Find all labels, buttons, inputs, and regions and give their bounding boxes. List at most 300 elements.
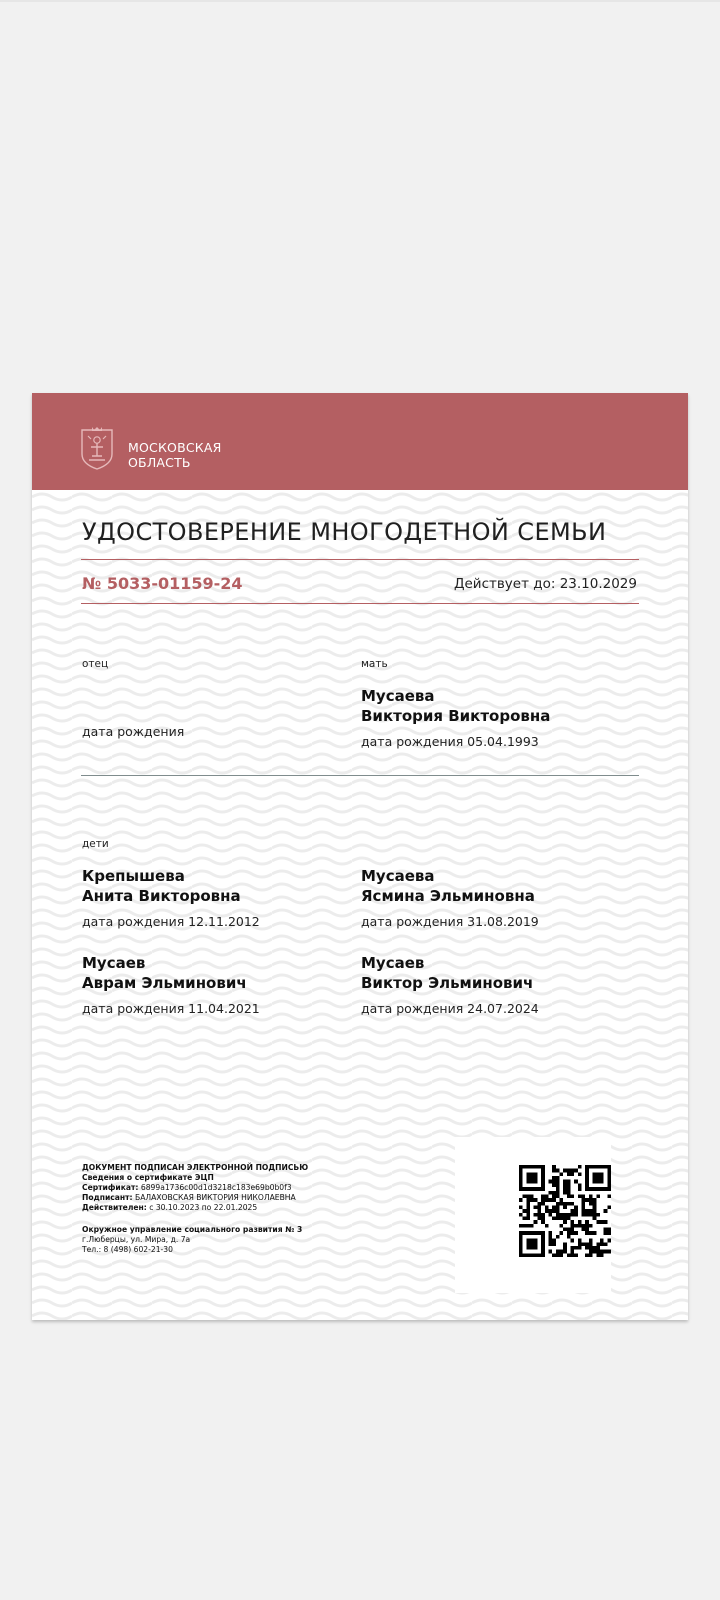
qr-module — [559, 1253, 563, 1257]
qr-module — [574, 1253, 578, 1257]
qr-module — [519, 1250, 523, 1254]
office-address: г.Люберцы, ул. Мира, д. 7а — [82, 1235, 191, 1244]
qr-module — [548, 1242, 552, 1246]
qr-module — [526, 1253, 530, 1257]
qr-module — [523, 1231, 527, 1235]
qr-module — [552, 1242, 556, 1246]
qr-module — [578, 1239, 582, 1243]
certificate-value: 6899a1736c00d1d3218c183e69b0b0f3 — [140, 1183, 292, 1192]
children-label: дети — [82, 838, 109, 850]
qr-module — [571, 1250, 575, 1254]
qr-module — [552, 1209, 556, 1213]
qr-module — [563, 1202, 567, 1206]
qr-code-icon[interactable] — [519, 1165, 611, 1257]
qr-module — [596, 1220, 600, 1224]
qr-module — [607, 1165, 611, 1169]
child-2-name — [361, 866, 535, 906]
qr-module — [593, 1209, 597, 1213]
qr-module — [607, 1169, 611, 1173]
qr-module — [600, 1172, 604, 1176]
qr-module — [593, 1246, 597, 1250]
child-4-given-name: Виктор Эльминович — [361, 974, 534, 992]
qr-module — [519, 1246, 523, 1250]
qr-module — [571, 1253, 575, 1257]
qr-module — [600, 1253, 604, 1257]
qr-module — [548, 1235, 552, 1239]
qr-module — [556, 1183, 560, 1187]
qr-module — [578, 1183, 582, 1187]
qr-module — [571, 1239, 575, 1243]
qr-module — [607, 1187, 611, 1191]
qr-module — [541, 1220, 545, 1224]
qr-module — [552, 1165, 556, 1169]
qr-module — [593, 1198, 597, 1202]
qr-module — [559, 1198, 563, 1202]
number-divider — [81, 603, 639, 604]
mother-birth-date: дата рождения 05.04.1993 — [361, 734, 539, 749]
qr-module — [585, 1198, 589, 1202]
qr-module — [519, 1205, 523, 1209]
qr-module — [559, 1213, 563, 1217]
qr-module — [585, 1172, 589, 1176]
office-phone: Тел.: 8 (498) 602-21-30 — [82, 1245, 173, 1254]
qr-module — [548, 1213, 552, 1217]
qr-module — [596, 1246, 600, 1250]
child-4-birth-date: дата рождения 24.07.2024 — [361, 1001, 539, 1016]
validity-value: с 30.10.2023 по 22.01.2025 — [149, 1203, 258, 1212]
top-edge — [0, 0, 720, 2]
qr-module — [519, 1183, 523, 1187]
qr-module — [537, 1213, 541, 1217]
qr-module — [534, 1220, 538, 1224]
qr-module — [589, 1209, 593, 1213]
qr-module — [585, 1165, 589, 1169]
qr-module — [541, 1165, 545, 1169]
qr-module — [556, 1217, 560, 1221]
qr-module — [559, 1224, 563, 1228]
qr-module — [523, 1187, 527, 1191]
qr-module — [585, 1209, 589, 1213]
father-label: отец — [82, 658, 109, 670]
qr-module — [596, 1253, 600, 1257]
qr-module — [523, 1253, 527, 1257]
qr-module — [574, 1213, 578, 1217]
child-3-surname: Мусаев — [82, 954, 146, 972]
qr-module — [585, 1253, 589, 1257]
qr-module — [600, 1187, 604, 1191]
qr-module — [548, 1231, 552, 1235]
qr-module — [593, 1176, 597, 1180]
qr-module — [600, 1250, 604, 1254]
qr-module — [526, 1205, 530, 1209]
qr-module — [582, 1209, 586, 1213]
qr-module — [541, 1213, 545, 1217]
qr-module — [596, 1172, 600, 1176]
qr-module — [537, 1231, 541, 1235]
qr-module — [541, 1253, 545, 1257]
qr-module — [585, 1231, 589, 1235]
child-3-name — [82, 953, 247, 993]
qr-module — [571, 1169, 575, 1173]
qr-module — [537, 1202, 541, 1206]
qr-module — [556, 1180, 560, 1184]
qr-module — [604, 1250, 608, 1254]
qr-module — [567, 1187, 571, 1191]
qr-module — [559, 1250, 563, 1254]
qr-module — [604, 1165, 608, 1169]
qr-module — [552, 1183, 556, 1187]
region-header — [32, 393, 688, 490]
qr-module — [541, 1176, 545, 1180]
qr-module — [530, 1198, 534, 1202]
qr-module — [567, 1191, 571, 1195]
qr-module — [552, 1253, 556, 1257]
child-3-given-name: Аврам Эльминович — [82, 974, 247, 992]
qr-module — [563, 1169, 567, 1173]
qr-module — [589, 1202, 593, 1206]
qr-module — [593, 1217, 597, 1221]
child-1-surname: Крепышева — [82, 867, 185, 885]
qr-module — [585, 1176, 589, 1180]
qr-module — [589, 1165, 593, 1169]
qr-module — [534, 1213, 538, 1217]
child-2-surname: Мусаева — [361, 867, 435, 885]
qr-module — [578, 1172, 582, 1176]
child-4-surname: Мусаев — [361, 954, 425, 972]
mother-name — [361, 686, 550, 726]
qr-module — [556, 1176, 560, 1180]
qr-module — [530, 1176, 534, 1180]
qr-module — [604, 1242, 608, 1246]
qr-module — [548, 1239, 552, 1243]
qr-module — [589, 1246, 593, 1250]
qr-module — [571, 1172, 575, 1176]
qr-module — [571, 1209, 575, 1213]
qr-module — [526, 1213, 530, 1217]
qr-module — [607, 1180, 611, 1184]
qr-module — [530, 1253, 534, 1257]
mother-given-name: Виктория Викторовна — [361, 707, 551, 725]
mother-label: мать — [361, 658, 388, 670]
qr-module — [585, 1183, 589, 1187]
qr-module — [552, 1191, 556, 1195]
qr-module — [534, 1231, 538, 1235]
qr-module — [541, 1187, 545, 1191]
qr-module — [541, 1194, 545, 1198]
qr-module — [593, 1180, 597, 1184]
qr-module — [519, 1176, 523, 1180]
qr-module — [519, 1235, 523, 1239]
qr-module — [523, 1224, 527, 1228]
father-birth-date: дата рождения — [82, 724, 185, 739]
qr-module — [589, 1194, 593, 1198]
qr-module — [604, 1231, 608, 1235]
qr-module — [523, 1165, 527, 1169]
qr-module — [534, 1172, 538, 1176]
qr-module — [593, 1213, 597, 1217]
qr-module — [567, 1231, 571, 1235]
qr-module — [556, 1253, 560, 1257]
qr-module — [556, 1187, 560, 1191]
qr-module — [526, 1176, 530, 1180]
qr-module — [534, 1239, 538, 1243]
qr-module — [530, 1224, 534, 1228]
qr-module — [519, 1180, 523, 1184]
qr-module — [563, 1217, 567, 1221]
title-divider — [81, 559, 639, 560]
qr-module — [548, 1180, 552, 1184]
region-name — [128, 440, 221, 470]
qr-module — [559, 1231, 563, 1235]
qr-module — [604, 1220, 608, 1224]
qr-module — [567, 1172, 571, 1176]
child-2-given-name: Ясмина Эльминовна — [361, 887, 535, 905]
qr-module — [607, 1250, 611, 1254]
certificate-info-heading: Сведения о сертификате ЭЦП — [82, 1173, 214, 1182]
qr-module — [559, 1217, 563, 1221]
qr-module — [578, 1224, 582, 1228]
qr-module — [574, 1205, 578, 1209]
qr-module — [567, 1235, 571, 1239]
qr-module — [556, 1209, 560, 1213]
qr-module — [571, 1231, 575, 1235]
signer-label: Подписант: — [82, 1193, 133, 1202]
qr-module — [552, 1180, 556, 1184]
qr-module — [596, 1187, 600, 1191]
qr-module — [526, 1202, 530, 1206]
qr-module — [559, 1202, 563, 1206]
qr-module — [556, 1235, 560, 1239]
qr-module — [563, 1191, 567, 1195]
mother-surname: Мусаева — [361, 687, 435, 705]
qr-module — [541, 1250, 545, 1254]
qr-module — [563, 1205, 567, 1209]
qr-module — [526, 1242, 530, 1246]
qr-module — [545, 1209, 549, 1213]
qr-module — [567, 1202, 571, 1206]
qr-module — [541, 1198, 545, 1202]
qr-module — [582, 1213, 586, 1217]
qr-module — [534, 1198, 538, 1202]
qr-module — [593, 1205, 597, 1209]
family-certificate-card — [32, 393, 688, 1320]
qr-module — [519, 1187, 523, 1191]
qr-module — [526, 1217, 530, 1221]
child-3-birth-date: дата рождения 11.04.2021 — [82, 1001, 260, 1016]
qr-module — [556, 1169, 560, 1173]
qr-module — [582, 1228, 586, 1232]
qr-module — [526, 1231, 530, 1235]
child-4-name — [361, 953, 533, 993]
qr-module — [589, 1242, 593, 1246]
qr-module — [530, 1194, 534, 1198]
qr-module — [519, 1231, 523, 1235]
qr-module — [526, 1239, 530, 1243]
coat-of-arms-icon — [79, 426, 115, 470]
qr-module — [593, 1231, 597, 1235]
qr-module — [604, 1228, 608, 1232]
qr-module — [593, 1250, 597, 1254]
qr-module — [578, 1187, 582, 1191]
qr-module — [593, 1165, 597, 1169]
valid-until: Действует до: 23.10.2029 — [453, 576, 637, 592]
qr-module — [545, 1205, 549, 1209]
qr-module — [537, 1165, 541, 1169]
qr-module — [593, 1202, 597, 1206]
qr-module — [537, 1187, 541, 1191]
qr-module — [526, 1198, 530, 1202]
qr-module — [589, 1224, 593, 1228]
qr-module — [530, 1172, 534, 1176]
qr-module — [534, 1180, 538, 1184]
signature-heading: ДОКУМЕНТ ПОДПИСАН ЭЛЕКТРОННОЙ ПОДПИСЬЮ — [82, 1163, 309, 1172]
certificate-number: № 5033-01159-24 — [82, 574, 243, 593]
qr-module — [552, 1198, 556, 1202]
qr-module — [519, 1242, 523, 1246]
qr-module — [556, 1205, 560, 1209]
qr-module — [541, 1183, 545, 1187]
qr-module — [607, 1228, 611, 1232]
qr-module — [552, 1176, 556, 1180]
qr-module — [523, 1194, 527, 1198]
qr-module — [552, 1217, 556, 1221]
qr-module — [534, 1176, 538, 1180]
qr-module — [526, 1165, 530, 1169]
qr-module — [600, 1180, 604, 1184]
qr-module — [537, 1217, 541, 1221]
qr-module — [519, 1198, 523, 1202]
qr-module — [574, 1209, 578, 1213]
qr-module — [548, 1191, 552, 1195]
qr-module — [596, 1242, 600, 1246]
qr-module — [574, 1169, 578, 1173]
qr-module — [534, 1187, 538, 1191]
qr-module — [600, 1176, 604, 1180]
qr-module — [526, 1194, 530, 1198]
qr-module — [607, 1239, 611, 1243]
qr-module — [607, 1172, 611, 1176]
qr-module — [571, 1224, 575, 1228]
qr-module — [589, 1213, 593, 1217]
office-name: Окружное управление социального развития № 3 — [82, 1225, 303, 1234]
qr-module — [526, 1209, 530, 1213]
qr-module — [556, 1194, 560, 1198]
qr-module — [582, 1242, 586, 1246]
qr-module — [552, 1239, 556, 1243]
qr-module — [552, 1169, 556, 1173]
qr-module — [541, 1235, 545, 1239]
qr-module — [519, 1169, 523, 1173]
qr-module — [589, 1198, 593, 1202]
document-title: УДОСТОВЕРЕНИЕ МНОГОДЕТНОЙ СЕМЬИ — [82, 518, 607, 546]
qr-module — [582, 1194, 586, 1198]
qr-module — [589, 1231, 593, 1235]
qr-module — [530, 1180, 534, 1184]
qr-module — [563, 1220, 567, 1224]
qr-module — [563, 1246, 567, 1250]
qr-module — [545, 1198, 549, 1202]
qr-module — [563, 1187, 567, 1191]
qr-module — [585, 1187, 589, 1191]
child-1-given-name: Анита Викторовна — [82, 887, 241, 905]
qr-module — [574, 1231, 578, 1235]
qr-module — [530, 1246, 534, 1250]
qr-module — [571, 1213, 575, 1217]
qr-module — [519, 1165, 523, 1169]
qr-module — [526, 1224, 530, 1228]
certificate-label: Сертификат: — [82, 1183, 139, 1192]
qr-module — [578, 1242, 582, 1246]
qr-module — [578, 1246, 582, 1250]
qr-module — [567, 1213, 571, 1217]
qr-module — [589, 1239, 593, 1243]
signer-value: БАЛАХОВСКАЯ ВИКТОРИЯ НИКОЛАЕВНА — [135, 1193, 296, 1202]
qr-module — [589, 1187, 593, 1191]
qr-module — [530, 1165, 534, 1169]
qr-module — [526, 1180, 530, 1184]
qr-module — [526, 1187, 530, 1191]
qr-module — [519, 1172, 523, 1176]
qr-module — [567, 1180, 571, 1184]
parents-divider — [81, 775, 639, 776]
qr-module — [607, 1205, 611, 1209]
qr-module — [578, 1220, 582, 1224]
qr-module — [593, 1172, 597, 1176]
qr-module — [537, 1209, 541, 1213]
qr-module — [559, 1172, 563, 1176]
qr-module — [534, 1205, 538, 1209]
qr-module — [563, 1242, 567, 1246]
qr-module — [585, 1213, 589, 1217]
qr-module — [537, 1205, 541, 1209]
qr-module — [552, 1194, 556, 1198]
qr-module — [523, 1217, 527, 1221]
qr-module — [596, 1165, 600, 1169]
validity-label: Действителен: — [82, 1203, 147, 1212]
qr-module — [534, 1246, 538, 1250]
qr-module — [600, 1239, 604, 1243]
qr-module — [548, 1250, 552, 1254]
qr-module — [582, 1205, 586, 1209]
qr-module — [552, 1205, 556, 1209]
qr-module — [563, 1213, 567, 1217]
qr-module — [574, 1224, 578, 1228]
region-line-2: ОБЛАСТЬ — [128, 455, 191, 470]
qr-module — [556, 1213, 560, 1217]
qr-module — [541, 1239, 545, 1243]
qr-module — [567, 1169, 571, 1173]
qr-module — [526, 1172, 530, 1176]
qr-module — [582, 1224, 586, 1228]
qr-module — [534, 1165, 538, 1169]
qr-module — [534, 1242, 538, 1246]
qr-module — [604, 1209, 608, 1213]
qr-module — [589, 1253, 593, 1257]
qr-module — [574, 1246, 578, 1250]
qr-module — [596, 1213, 600, 1217]
qr-module — [519, 1213, 523, 1217]
qr-module — [530, 1187, 534, 1191]
qr-module — [545, 1224, 549, 1228]
qr-module — [541, 1172, 545, 1176]
qr-module — [596, 1176, 600, 1180]
qr-module — [567, 1183, 571, 1187]
qr-module — [530, 1242, 534, 1246]
qr-module — [571, 1220, 575, 1224]
qr-module — [607, 1176, 611, 1180]
qr-module — [600, 1165, 604, 1169]
child-1-birth-date: дата рождения 12.11.2012 — [82, 914, 260, 929]
